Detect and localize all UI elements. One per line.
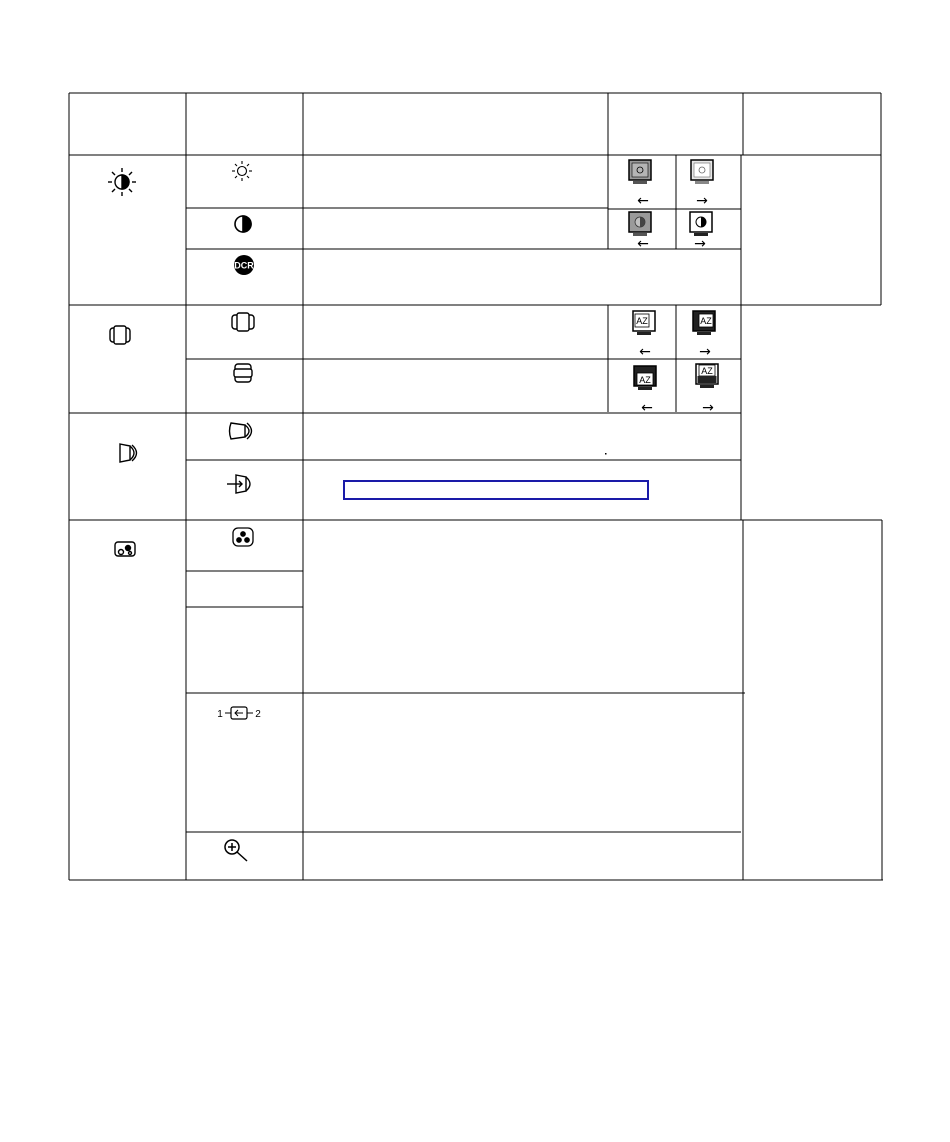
brightness-increase-preview bbox=[691, 160, 713, 184]
arrow-left: ← bbox=[641, 400, 653, 416]
phase-icon bbox=[227, 475, 250, 493]
input-label-1: 1 bbox=[217, 709, 223, 720]
arrow-right: → bbox=[699, 344, 711, 360]
arrow-right: → bbox=[702, 400, 714, 416]
image-position-icon bbox=[110, 326, 130, 344]
horizontal-left-preview bbox=[633, 311, 655, 335]
preview-text: AZ bbox=[700, 316, 712, 326]
brightness-icon bbox=[232, 161, 252, 181]
arrow-right: → bbox=[694, 236, 706, 252]
input-label-2: 2 bbox=[255, 709, 261, 720]
vertical-position-icon bbox=[234, 364, 252, 382]
dcr-icon bbox=[234, 255, 254, 275]
preview-text: AZ bbox=[636, 316, 648, 326]
scaling-icon bbox=[225, 840, 247, 861]
contrast-decrease-preview bbox=[629, 212, 651, 236]
vertical-down-preview bbox=[634, 366, 656, 390]
brightness-decrease-preview bbox=[629, 160, 651, 184]
clock-icon bbox=[230, 423, 252, 439]
horizontal-right-preview bbox=[693, 311, 715, 335]
contrast-increase-preview bbox=[690, 212, 712, 236]
arrow-left: ← bbox=[637, 236, 649, 252]
vertical-up-preview bbox=[696, 364, 718, 388]
brightness-contrast-icon bbox=[108, 168, 136, 196]
dcr-label: DCR bbox=[234, 260, 254, 271]
preview-text: AZ bbox=[639, 375, 651, 385]
horizontal-position-icon bbox=[232, 313, 254, 331]
dot-mark bbox=[605, 453, 607, 455]
arrow-left: ← bbox=[637, 193, 649, 209]
highlight-box bbox=[344, 481, 648, 499]
arrow-right: → bbox=[696, 193, 708, 209]
preview-text: AZ bbox=[701, 366, 713, 376]
arrow-left: ← bbox=[639, 344, 651, 360]
image-setup-icon bbox=[120, 444, 137, 462]
table-grid bbox=[69, 93, 883, 880]
input-signal-icon bbox=[217, 707, 261, 720]
color-icon bbox=[233, 528, 253, 546]
contrast-icon bbox=[235, 216, 251, 232]
image-properties-icon bbox=[115, 542, 135, 556]
